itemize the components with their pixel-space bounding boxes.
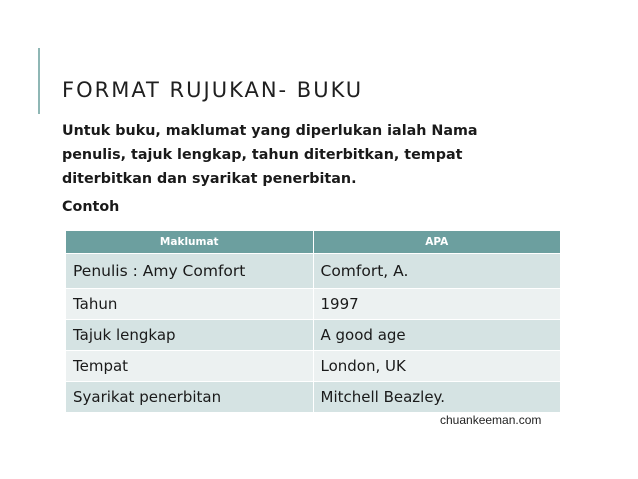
table-cell: Tajuk lengkap — [66, 320, 313, 351]
table-cell: Tahun — [66, 289, 313, 320]
reference-table — [66, 231, 560, 412]
table-row — [66, 382, 560, 413]
table-cell: Tempat — [66, 351, 313, 382]
table-row — [66, 289, 560, 320]
slide-title: FORMAT RUJUKAN- BUKU — [62, 78, 364, 102]
header-apa: APA — [313, 231, 560, 254]
table-row — [66, 254, 560, 289]
intro-text: Untuk buku, maklumat yang diperlukan ialah Nama penulis, tajuk lengkap, tahun diterbitkan, tempat diterbitkan dan syarikat penerbitan. — [62, 123, 478, 187]
table-cell: Mitchell Beazley. — [313, 382, 560, 413]
accent-bar — [38, 48, 40, 114]
table-cell: 1997 — [313, 289, 560, 320]
table-header-row — [66, 231, 560, 254]
table-cell: Syarikat penerbitan — [66, 382, 313, 413]
table-row — [66, 351, 560, 382]
example-label: Contoh — [62, 199, 120, 215]
header-maklumat: Maklumat — [66, 231, 313, 254]
table-cell: Penulis : Amy Comfort — [66, 254, 313, 289]
table-cell: Comfort, A. — [313, 254, 560, 289]
watermark-text: chuankeeman.com — [440, 413, 542, 427]
table-row — [66, 320, 560, 351]
table-cell: A good age — [313, 320, 560, 351]
table-cell: London, UK — [313, 351, 560, 382]
